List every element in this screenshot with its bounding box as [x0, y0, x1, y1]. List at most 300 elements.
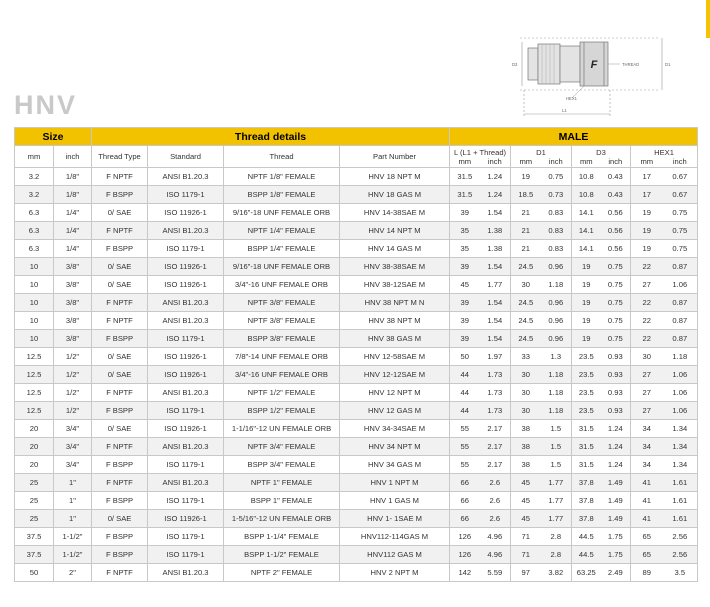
cell-d1-inch: 1.77: [541, 492, 572, 510]
cell-part-number: HNV 18 NPT M: [340, 168, 450, 186]
cell-d3-inch: 1.24: [601, 456, 631, 474]
cell-thread-type: F NPTF: [92, 222, 148, 240]
cell-hex-mm: 27: [631, 402, 663, 420]
cell-standard: ANSI B1.20.3: [148, 222, 224, 240]
cell-l-inch: 1.38: [480, 240, 511, 258]
cell-hex-mm: 34: [631, 438, 663, 456]
table-row: [15, 420, 698, 438]
cell-hex-inch: 1.06: [663, 402, 698, 420]
label-d1: D1: [665, 62, 671, 67]
table-row: [15, 492, 698, 510]
cell-thread-type: F BSPP: [92, 546, 148, 564]
cell-standard: ISO 11926-1: [148, 366, 224, 384]
cell-part-number: HNV 38 GAS M: [340, 330, 450, 348]
cell-size-mm: 6.3: [15, 240, 54, 258]
cell-d1-mm: 21: [511, 240, 541, 258]
cell-d1-mm: 24.5: [511, 330, 541, 348]
cell-size-inch: 3/4": [54, 438, 92, 456]
cell-l-mm: 35: [450, 240, 480, 258]
cell-part-number: HNV 38-38SAE M: [340, 258, 450, 276]
cell-d1-mm: 21: [511, 222, 541, 240]
cell-size-mm: 10: [15, 276, 54, 294]
cell-d1-mm: 30: [511, 366, 541, 384]
cell-size-inch: 1": [54, 510, 92, 528]
cell-size-mm: 3.2: [15, 186, 54, 204]
cell-d1-inch: 0.75: [541, 168, 572, 186]
cell-l-inch: 1.77: [480, 276, 511, 294]
cell-d1-inch: 3.82: [541, 564, 572, 582]
cell-size-inch: 1": [54, 474, 92, 492]
cell-thread: 9/16"-18 UNF FEMALE ORB: [224, 204, 340, 222]
cell-part-number: HNV 12 GAS M: [340, 402, 450, 420]
cell-l-inch: 2.6: [480, 474, 511, 492]
cell-size-inch: 1/8": [54, 186, 92, 204]
cell-l-inch: 1.97: [480, 348, 511, 366]
col-d1-label: D1: [511, 146, 572, 158]
cell-d1-inch: 2.8: [541, 546, 572, 564]
cell-d1-inch: 1.77: [541, 474, 572, 492]
cell-standard: ANSI B1.20.3: [148, 384, 224, 402]
cell-d3-inch: 0.75: [601, 312, 631, 330]
cell-d3-mm: 19: [572, 294, 601, 312]
cell-size-inch: 3/4": [54, 456, 92, 474]
cell-l-mm: 39: [450, 258, 480, 276]
cell-hex-inch: 1.61: [663, 474, 698, 492]
cell-l-inch: 1.54: [480, 312, 511, 330]
cell-l-mm: 39: [450, 330, 480, 348]
cell-size-mm: 6.3: [15, 222, 54, 240]
cell-l-mm: 126: [450, 546, 480, 564]
cell-d3-mm: 19: [572, 312, 601, 330]
cell-l-inch: 2.17: [480, 456, 511, 474]
cell-thread: BSPP 1-1/2" FEMALE: [224, 546, 340, 564]
cell-size-mm: 20: [15, 438, 54, 456]
cell-standard: ISO 11926-1: [148, 258, 224, 276]
cell-d1-inch: 0.96: [541, 330, 572, 348]
cell-size-inch: 3/8": [54, 258, 92, 276]
cell-standard: ANSI B1.20.3: [148, 474, 224, 492]
cell-d1-inch: 1.5: [541, 420, 572, 438]
cell-d3-inch: 0.93: [601, 366, 631, 384]
cell-standard: ISO 11926-1: [148, 204, 224, 222]
cell-size-inch: 1/4": [54, 222, 92, 240]
table-row: [15, 366, 698, 384]
table-row: [15, 384, 698, 402]
cell-part-number: HNV 38-12SAE M: [340, 276, 450, 294]
cell-part-number: HNV 12-58SAE M: [340, 348, 450, 366]
cell-hex-inch: 1.18: [663, 348, 698, 366]
cell-size-mm: 6.3: [15, 204, 54, 222]
cell-hex-mm: 65: [631, 546, 663, 564]
cell-l-mm: 50: [450, 348, 480, 366]
cell-thread: BSPP 1-1/4" FEMALE: [224, 528, 340, 546]
cell-part-number: HNV 14 NPT M: [340, 222, 450, 240]
cell-thread: BSPP 3/4" FEMALE: [224, 456, 340, 474]
cell-d3-mm: 19: [572, 276, 601, 294]
cell-hex-inch: 1.34: [663, 420, 698, 438]
cell-size-mm: 12.5: [15, 384, 54, 402]
page-title: HNV: [14, 90, 78, 120]
cell-hex-inch: 0.75: [663, 222, 698, 240]
table-row: [15, 240, 698, 258]
cell-d1-inch: 0.83: [541, 204, 572, 222]
cell-d3-mm: 23.5: [572, 402, 601, 420]
cell-d1-inch: 1.3: [541, 348, 572, 366]
cell-hex-mm: 27: [631, 384, 663, 402]
cell-thread: NPTF 1" FEMALE: [224, 474, 340, 492]
cell-size-mm: 37.5: [15, 546, 54, 564]
page-edge-accent: [706, 0, 710, 38]
col-mm: mm: [15, 146, 54, 168]
cell-thread-type: F NPTF: [92, 294, 148, 312]
col-thread: Thread: [224, 146, 340, 168]
cell-d3-mm: 14.1: [572, 240, 601, 258]
cell-size-mm: 25: [15, 510, 54, 528]
cell-d3-inch: 1.49: [601, 474, 631, 492]
cell-l-mm: 126: [450, 528, 480, 546]
cell-part-number: HNV 1- 1SAE M: [340, 510, 450, 528]
cell-part-number: HNV 38 NPT M: [340, 312, 450, 330]
cell-d3-mm: 31.5: [572, 420, 601, 438]
cell-d3-mm: 37.8: [572, 492, 601, 510]
cell-thread-type: 0/ SAE: [92, 420, 148, 438]
cell-l-inch: 1.54: [480, 204, 511, 222]
table-row: [15, 564, 698, 582]
cell-size-inch: 1-1/2": [54, 546, 92, 564]
cell-l-inch: 1.73: [480, 366, 511, 384]
table-row: [15, 402, 698, 420]
cell-hex-inch: 2.56: [663, 528, 698, 546]
cell-hex-inch: 1.34: [663, 438, 698, 456]
cell-l-mm: 31.5: [450, 168, 480, 186]
cell-d3-mm: 63.25: [572, 564, 601, 582]
table-row: [15, 474, 698, 492]
coupling-diagram: [500, 28, 680, 120]
cell-l-inch: 2.6: [480, 492, 511, 510]
cell-hex-inch: 0.87: [663, 312, 698, 330]
cell-thread-type: F BSPP: [92, 528, 148, 546]
table-row: [15, 546, 698, 564]
cell-d3-inch: 0.56: [601, 222, 631, 240]
cell-thread: NPTF 3/8" FEMALE: [224, 294, 340, 312]
cell-l-inch: 1.73: [480, 384, 511, 402]
cell-size-inch: 1/2": [54, 348, 92, 366]
group-size: Size: [15, 128, 92, 146]
cell-l-inch: 4.96: [480, 528, 511, 546]
cell-d3-mm: 14.1: [572, 204, 601, 222]
table-row: [15, 330, 698, 348]
cell-thread-type: F NPTF: [92, 168, 148, 186]
cell-hex-mm: 22: [631, 294, 663, 312]
cell-d3-inch: 1.75: [601, 546, 631, 564]
col-thread-type: Thread Type: [92, 146, 148, 168]
cell-standard: ANSI B1.20.3: [148, 564, 224, 582]
cell-size-mm: 10: [15, 294, 54, 312]
cell-hex-inch: 1.06: [663, 366, 698, 384]
cell-d1-mm: 30: [511, 276, 541, 294]
cell-l-mm: 45: [450, 276, 480, 294]
cell-d1-mm: 38: [511, 420, 541, 438]
cell-thread-type: 0/ SAE: [92, 510, 148, 528]
table-row: [15, 258, 698, 276]
cell-d3-mm: 19: [572, 330, 601, 348]
cell-size-mm: 3.2: [15, 168, 54, 186]
col-d3-mm: mm: [572, 157, 601, 168]
cell-size-inch: 2": [54, 564, 92, 582]
cell-size-mm: 50: [15, 564, 54, 582]
cell-size-mm: 25: [15, 492, 54, 510]
cell-thread: BSPP 1/4" FEMALE: [224, 240, 340, 258]
cell-d3-mm: 23.5: [572, 366, 601, 384]
cell-part-number: HNV112 GAS M: [340, 546, 450, 564]
cell-size-inch: 1/2": [54, 384, 92, 402]
cell-d1-mm: 45: [511, 510, 541, 528]
cell-d3-inch: 0.43: [601, 186, 631, 204]
cell-part-number: HNV 18 GAS M: [340, 186, 450, 204]
cell-l-inch: 1.54: [480, 294, 511, 312]
cell-standard: ISO 1179-1: [148, 546, 224, 564]
cell-hex-mm: 34: [631, 420, 663, 438]
cell-hex-mm: 19: [631, 222, 663, 240]
cell-thread: 3/4"-16 UNF FEMALE ORB: [224, 366, 340, 384]
cell-d3-mm: 31.5: [572, 438, 601, 456]
cell-standard: ISO 11926-1: [148, 348, 224, 366]
cell-d1-mm: 18.5: [511, 186, 541, 204]
cell-d3-mm: 23.5: [572, 384, 601, 402]
cell-d3-mm: 37.8: [572, 474, 601, 492]
col-d1-inch: inch: [541, 157, 572, 168]
cell-hex-mm: 22: [631, 258, 663, 276]
col-hex-label: HEX1: [631, 146, 698, 158]
cell-l-inch: 1.54: [480, 258, 511, 276]
col-d1-mm: mm: [511, 157, 541, 168]
cell-thread-type: F NPTF: [92, 438, 148, 456]
col-l-label: L (L1 + Thread): [450, 146, 511, 158]
table-row: [15, 510, 698, 528]
cell-l-inch: 5.59: [480, 564, 511, 582]
cell-thread-type: F BSPP: [92, 240, 148, 258]
cell-size-mm: 10: [15, 312, 54, 330]
cell-hex-mm: 19: [631, 204, 663, 222]
table-row: [15, 168, 698, 186]
cell-thread-type: 0/ SAE: [92, 258, 148, 276]
cell-hex-inch: 0.87: [663, 258, 698, 276]
cell-hex-mm: 41: [631, 510, 663, 528]
cell-hex-inch: 0.87: [663, 330, 698, 348]
cell-l-inch: 1.73: [480, 402, 511, 420]
cell-d3-mm: 23.5: [572, 348, 601, 366]
cell-l-mm: 66: [450, 510, 480, 528]
cell-size-inch: 3/8": [54, 312, 92, 330]
table-row: [15, 438, 698, 456]
cell-thread-type: F NPTF: [92, 474, 148, 492]
cell-l-inch: 2.17: [480, 420, 511, 438]
cell-size-mm: 10: [15, 258, 54, 276]
cell-hex-inch: 0.67: [663, 186, 698, 204]
cell-d1-inch: 0.96: [541, 312, 572, 330]
col-inch: inch: [54, 146, 92, 168]
cell-d3-inch: 0.75: [601, 294, 631, 312]
cell-thread: NPTF 1/8" FEMALE: [224, 168, 340, 186]
cell-d1-mm: 24.5: [511, 258, 541, 276]
cell-standard: ISO 11926-1: [148, 420, 224, 438]
cell-size-mm: 12.5: [15, 402, 54, 420]
cell-thread-type: 0/ SAE: [92, 276, 148, 294]
cell-size-inch: 3/8": [54, 294, 92, 312]
cell-part-number: HNV112-114GAS M: [340, 528, 450, 546]
cell-size-inch: 1-1/2": [54, 528, 92, 546]
cell-d3-inch: 0.75: [601, 258, 631, 276]
cell-size-mm: 12.5: [15, 366, 54, 384]
table-row: [15, 186, 698, 204]
table-row: [15, 312, 698, 330]
table-row: [15, 222, 698, 240]
cell-d1-mm: 24.5: [511, 312, 541, 330]
cell-thread: NPTF 1/4" FEMALE: [224, 222, 340, 240]
cell-d1-mm: 45: [511, 474, 541, 492]
cell-part-number: HNV 12 NPT M: [340, 384, 450, 402]
cell-d1-mm: 38: [511, 438, 541, 456]
col-standard: Standard: [148, 146, 224, 168]
cell-standard: ANSI B1.20.3: [148, 168, 224, 186]
cell-hex-inch: 0.87: [663, 294, 698, 312]
cell-part-number: HNV 14-38SAE M: [340, 204, 450, 222]
cell-l-mm: 35: [450, 222, 480, 240]
cell-d1-mm: 45: [511, 492, 541, 510]
table-row: [15, 294, 698, 312]
cell-thread-type: F BSPP: [92, 492, 148, 510]
cell-d3-inch: 0.93: [601, 402, 631, 420]
cell-part-number: HNV 1 NPT M: [340, 474, 450, 492]
table-row: [15, 348, 698, 366]
table-row: [15, 456, 698, 474]
cell-l-mm: 44: [450, 366, 480, 384]
label-thread: THREAD: [622, 62, 640, 67]
group-male: MALE: [450, 128, 698, 146]
cell-d1-inch: 1.77: [541, 510, 572, 528]
cell-thread: BSPP 3/8" FEMALE: [224, 330, 340, 348]
cell-size-mm: 20: [15, 456, 54, 474]
cell-l-inch: 1.54: [480, 330, 511, 348]
cell-hex-mm: 17: [631, 168, 663, 186]
cell-thread-type: F BSPP: [92, 402, 148, 420]
cell-thread: 7/8"-14 UNF FEMALE ORB: [224, 348, 340, 366]
cell-part-number: HNV 38 NPT M N: [340, 294, 450, 312]
cell-thread-type: F BSPP: [92, 330, 148, 348]
cell-thread: BSPP 1/8" FEMALE: [224, 186, 340, 204]
cell-size-mm: 12.5: [15, 348, 54, 366]
table-row: [15, 528, 698, 546]
cell-standard: ISO 1179-1: [148, 492, 224, 510]
cell-d1-inch: 0.83: [541, 222, 572, 240]
cell-standard: ANSI B1.20.3: [148, 312, 224, 330]
cell-part-number: HNV 1 GAS M: [340, 492, 450, 510]
cell-size-mm: 10: [15, 330, 54, 348]
cell-l-inch: 1.24: [480, 186, 511, 204]
cell-d1-mm: 30: [511, 384, 541, 402]
cell-hex-inch: 1.61: [663, 492, 698, 510]
cell-d1-mm: 24.5: [511, 294, 541, 312]
cell-thread: 1-5/16"-12 UN FEMALE ORB: [224, 510, 340, 528]
cell-standard: ISO 1179-1: [148, 528, 224, 546]
cell-d3-inch: 1.75: [601, 528, 631, 546]
cell-thread: 1-1/16"-12 UN FEMALE ORB: [224, 420, 340, 438]
cell-thread-type: F NPTF: [92, 384, 148, 402]
cell-part-number: HNV 34 NPT M: [340, 438, 450, 456]
brand-logo: F: [590, 59, 598, 71]
cell-thread: NPTF 1/2" FEMALE: [224, 384, 340, 402]
cell-standard: ISO 1179-1: [148, 402, 224, 420]
cell-d1-mm: 71: [511, 546, 541, 564]
cell-d3-mm: 31.5: [572, 456, 601, 474]
cell-d3-inch: 1.24: [601, 420, 631, 438]
cell-l-mm: 55: [450, 456, 480, 474]
cell-thread: BSPP 1/2" FEMALE: [224, 402, 340, 420]
cell-l-mm: 66: [450, 474, 480, 492]
cell-l-mm: 55: [450, 420, 480, 438]
cell-d1-inch: 2.8: [541, 528, 572, 546]
cell-part-number: HNV 14 GAS M: [340, 240, 450, 258]
cell-l-inch: 1.24: [480, 168, 511, 186]
cell-size-inch: 1/8": [54, 168, 92, 186]
cell-size-inch: 3/8": [54, 330, 92, 348]
cell-part-number: HNV 2 NPT M: [340, 564, 450, 582]
cell-hex-inch: 2.56: [663, 546, 698, 564]
cell-hex-inch: 0.67: [663, 168, 698, 186]
cell-d1-inch: 1.5: [541, 456, 572, 474]
cell-size-inch: 3/4": [54, 420, 92, 438]
label-l1: L1: [562, 108, 567, 113]
cell-standard: ISO 1179-1: [148, 240, 224, 258]
cell-d3-mm: 19: [572, 258, 601, 276]
col-d3-inch: inch: [601, 157, 631, 168]
table-row: [15, 204, 698, 222]
cell-hex-mm: 41: [631, 492, 663, 510]
cell-l-mm: 66: [450, 492, 480, 510]
cell-hex-inch: 1.06: [663, 384, 698, 402]
cell-thread-type: F NPTF: [92, 312, 148, 330]
cell-l-mm: 39: [450, 204, 480, 222]
cell-hex-mm: 30: [631, 348, 663, 366]
cell-l-inch: 2.6: [480, 510, 511, 528]
cell-size-mm: 37.5: [15, 528, 54, 546]
specification-table: [14, 127, 698, 582]
cell-thread-type: F BSPP: [92, 186, 148, 204]
cell-d1-inch: 0.96: [541, 294, 572, 312]
cell-standard: ISO 11926-1: [148, 510, 224, 528]
cell-part-number: HNV 34-34SAE M: [340, 420, 450, 438]
label-d3-left: D3: [512, 62, 518, 67]
cell-thread: NPTF 2" FEMALE: [224, 564, 340, 582]
cell-size-inch: 3/8": [54, 276, 92, 294]
cell-hex-mm: 34: [631, 456, 663, 474]
cell-hex-inch: 3.5: [663, 564, 698, 582]
cell-d3-inch: 1.24: [601, 438, 631, 456]
cell-d3-inch: 0.75: [601, 276, 631, 294]
cell-hex-mm: 89: [631, 564, 663, 582]
cell-d1-inch: 1.18: [541, 366, 572, 384]
cell-l-inch: 4.96: [480, 546, 511, 564]
cell-hex-inch: 1.06: [663, 276, 698, 294]
col-l-inch: inch: [480, 157, 511, 168]
cell-size-mm: 25: [15, 474, 54, 492]
cell-standard: ISO 1179-1: [148, 330, 224, 348]
cell-thread: 9/16"-18 UNF FEMALE ORB: [224, 258, 340, 276]
cell-d3-mm: 37.8: [572, 510, 601, 528]
cell-standard: ISO 11926-1: [148, 276, 224, 294]
cell-d1-mm: 38: [511, 456, 541, 474]
cell-d1-inch: 1.18: [541, 384, 572, 402]
